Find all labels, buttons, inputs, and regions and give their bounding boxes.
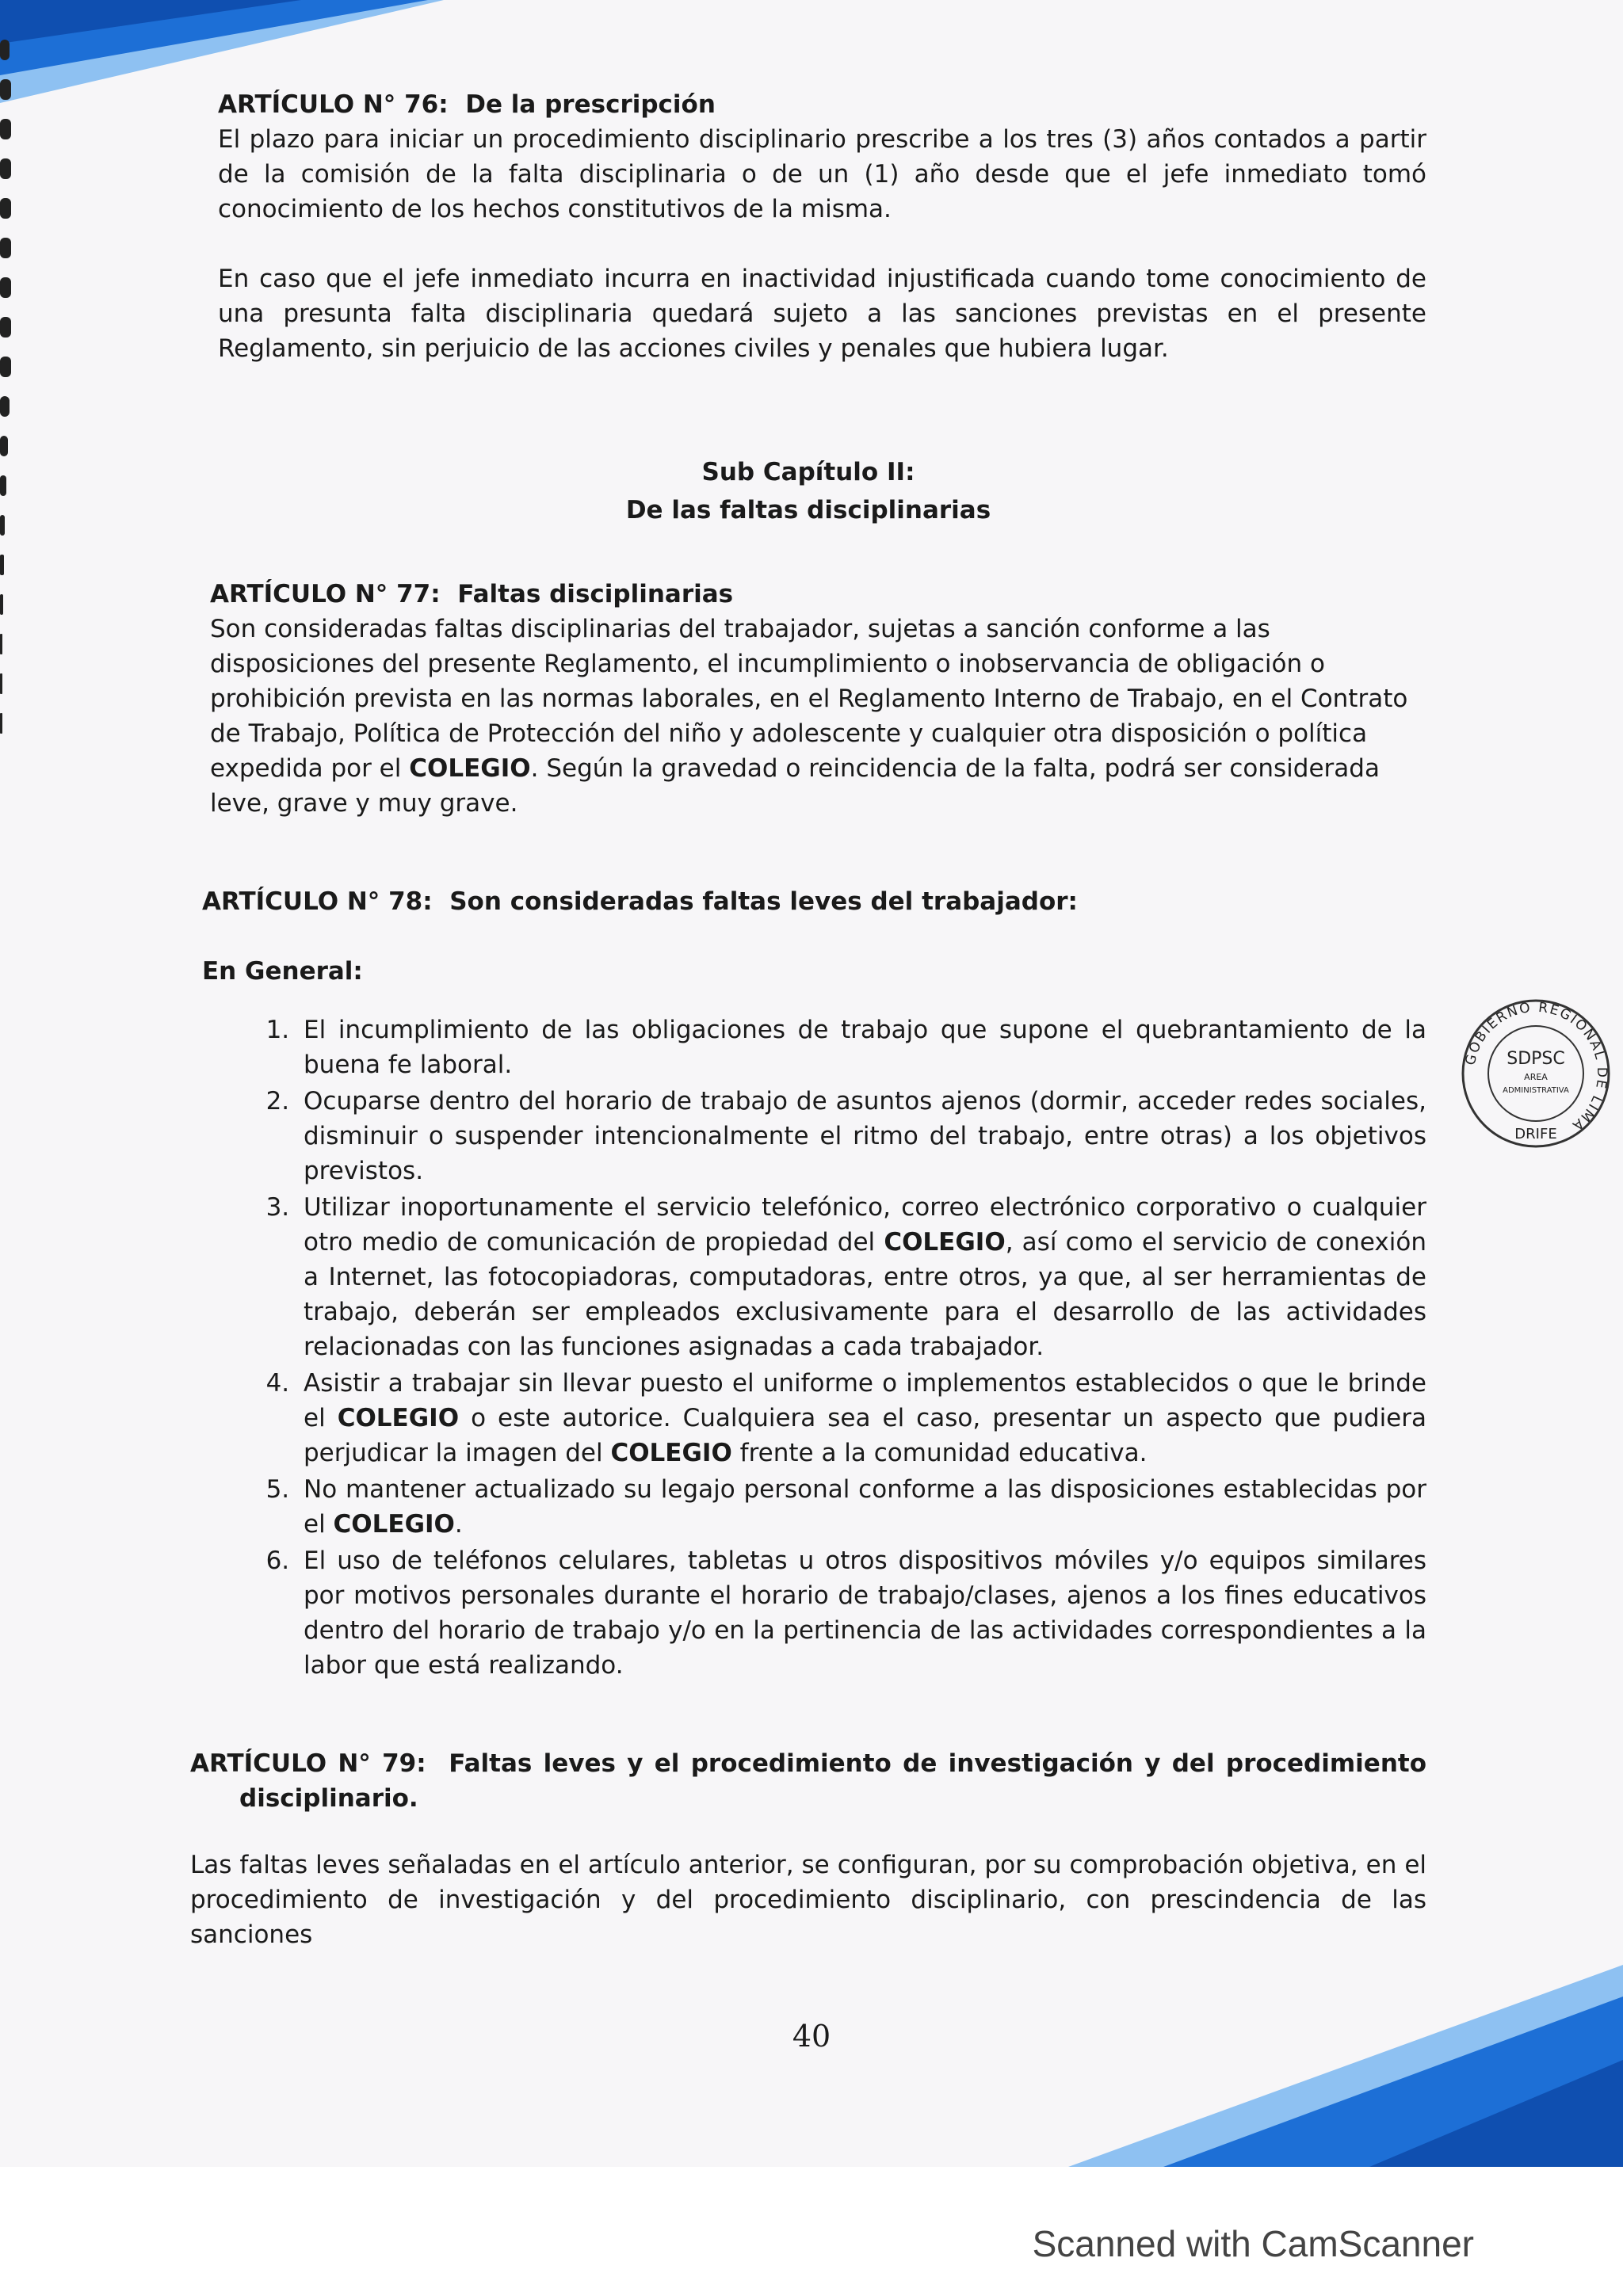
article-77-title: Faltas disciplinarias [457, 580, 734, 608]
subchapter-heading [190, 453, 1426, 529]
list-item-text: o este autorice. Cualquiera sea el caso, presentar un aspecto que pudiera perjudicar la imagen del [304, 1404, 1426, 1467]
article-76-paragraph-1: El plazo para iniciar un procedimiento disciplinario prescribe a los tres (3) años contados a partir de la comisión de la falta disciplinaria o de un (1) año desde que el jefe inmediato tomó conocimiento de los hechos constitutivos de la misma. [218, 125, 1426, 223]
list-item-text: . [454, 1510, 463, 1539]
svg-text:AREA: AREA [1524, 1072, 1548, 1082]
document-body [190, 87, 1426, 1984]
article-76-heading [218, 87, 1426, 122]
article-77-paragraph [210, 612, 1426, 821]
colegio-name: COLEGIO [333, 1510, 455, 1539]
list-item-text: Utilizar inoportunamente el servicio telefónico, correo electrónico corporativo o cualquier otro medio de comunicación de propiedad del [304, 1193, 1426, 1257]
colegio-name: COLEGIO [884, 1228, 1006, 1257]
list-item [297, 1190, 1426, 1364]
list-item [297, 1543, 1426, 1683]
article-77-text: Son consideradas faltas disciplinarias del trabajador, sujetas a sanción conforme a las disposiciones del presente Reglamento, el incumplimiento o inobservancia de obligación o prohibición prevista en las normas laborales, en el Reglamento Interno de Trabajo, en el Contrato de Trabajo, Política de Protección del niño y adolescente y cualquier otra disposición o política expedida por el [210, 615, 1408, 783]
article-78-number: ARTÍCULO N° 78: [202, 887, 433, 916]
list-item-text: , así como el servicio de conexión a Internet, las fotocopiadoras, computadoras, entre otros, ya que, al ser herramientas de trabajo, deberán ser empleados exclusivamente para el desarrollo de las actividades relacionadas con las funciones asignadas a cada trabajador. [304, 1228, 1427, 1361]
list-item [297, 1366, 1426, 1470]
article-76-number: ARTÍCULO N° 76: [218, 90, 449, 119]
article-79-heading [190, 1746, 1426, 1816]
list-item-text: El incumplimiento de las obligaciones de trabajo que supone el quebrantamiento de la buena fe laboral. [304, 1016, 1426, 1079]
article-76 [190, 87, 1426, 366]
article-78-heading [202, 884, 1426, 919]
list-item [297, 1013, 1426, 1082]
colegio-name: COLEGIO [409, 754, 531, 783]
page-number: 40 [792, 2019, 831, 2054]
svg-text:GOBIERNO REGIONAL DE LIMA: GOBIERNO REGIONAL DE LIMA [1462, 999, 1610, 1135]
colegio-name: COLEGIO [610, 1439, 732, 1467]
article-79-number: ARTÍCULO N° 79: [190, 1749, 426, 1778]
general-label: En General: [202, 957, 363, 986]
article-77-heading [210, 577, 1426, 612]
list-item-text: El uso de teléfonos celulares, tabletas u otros dispositivos móviles y/o equipos similares por motivos personales durante el horario de trabajo/clases, ajenos a los fines educativos dentro del horario de trabajo y/o en la pertinencia de las actividades correspondientes a la labor que está realizando. [304, 1547, 1426, 1680]
article-77-text-end: . Según la gravedad o reincidencia de la falta, podrá ser considerada leve, grave y muy grave. [210, 754, 1380, 818]
list-item-text: No mantener actualizado su legajo personal conforme a las disposiciones establecidas por el [304, 1475, 1426, 1539]
article-79-title: Faltas leves y el procedimiento de investigación y del procedimiento disciplinario. [239, 1749, 1427, 1813]
article-76-title: De la prescripción [465, 90, 716, 119]
article-77-number: ARTÍCULO N° 77: [210, 580, 441, 608]
subchapter-number: Sub Capítulo II: [701, 458, 915, 486]
svg-text:DRIFE: DRIFE [1514, 1126, 1557, 1142]
faltas-leves-list [202, 1013, 1426, 1683]
article-79 [190, 1746, 1426, 1952]
article-79-paragraph: Las faltas leves señaladas en el artículo anterior, se configuran, por su comprobación objetiva, en el procedimiento de investigación y del procedimiento disciplinario, con prescindencia de las sanciones [190, 1851, 1426, 1949]
scanner-watermark: Scanned with CamScanner [1032, 2223, 1474, 2264]
official-seal-stamp [1457, 994, 1615, 1153]
svg-text:ADMINISTRATIVA: ADMINISTRATIVA [1503, 1086, 1569, 1095]
subchapter-title: De las faltas disciplinarias [625, 496, 991, 524]
svg-text:SDPSC: SDPSC [1507, 1049, 1565, 1069]
list-item [297, 1472, 1426, 1542]
binding-holes-decoration [0, 32, 24, 745]
list-item-text: Ocuparse dentro del horario de trabajo de asuntos ajenos (dormir, acceder redes sociales, disminuir o suspender intencionalmente el ritmo del trabajo, entre otras) a los objetivos previstos. [304, 1087, 1426, 1185]
footer-wave-decoration [1068, 1965, 1623, 2167]
article-78-title: Son consideradas faltas leves del trabajador: [449, 887, 1078, 916]
list-item [297, 1084, 1426, 1188]
colegio-name: COLEGIO [337, 1404, 460, 1432]
article-77 [210, 577, 1426, 821]
list-item-text: Asistir a trabajar sin llevar puesto el uniforme o implementos establecidos o que le brinde el [304, 1369, 1426, 1432]
list-item-text: frente a la comunidad educativa. [731, 1439, 1148, 1467]
article-78 [202, 884, 1426, 1683]
article-76-paragraph-2: En caso que el jefe inmediato incurra en inactividad injustificada cuando tome conocimiento de una presunta falta disciplinaria quedará sujeto a las sanciones previstas en el presente Reglamento, sin perjuicio de las acciones civiles y penales que hubiera lugar. [218, 265, 1426, 363]
